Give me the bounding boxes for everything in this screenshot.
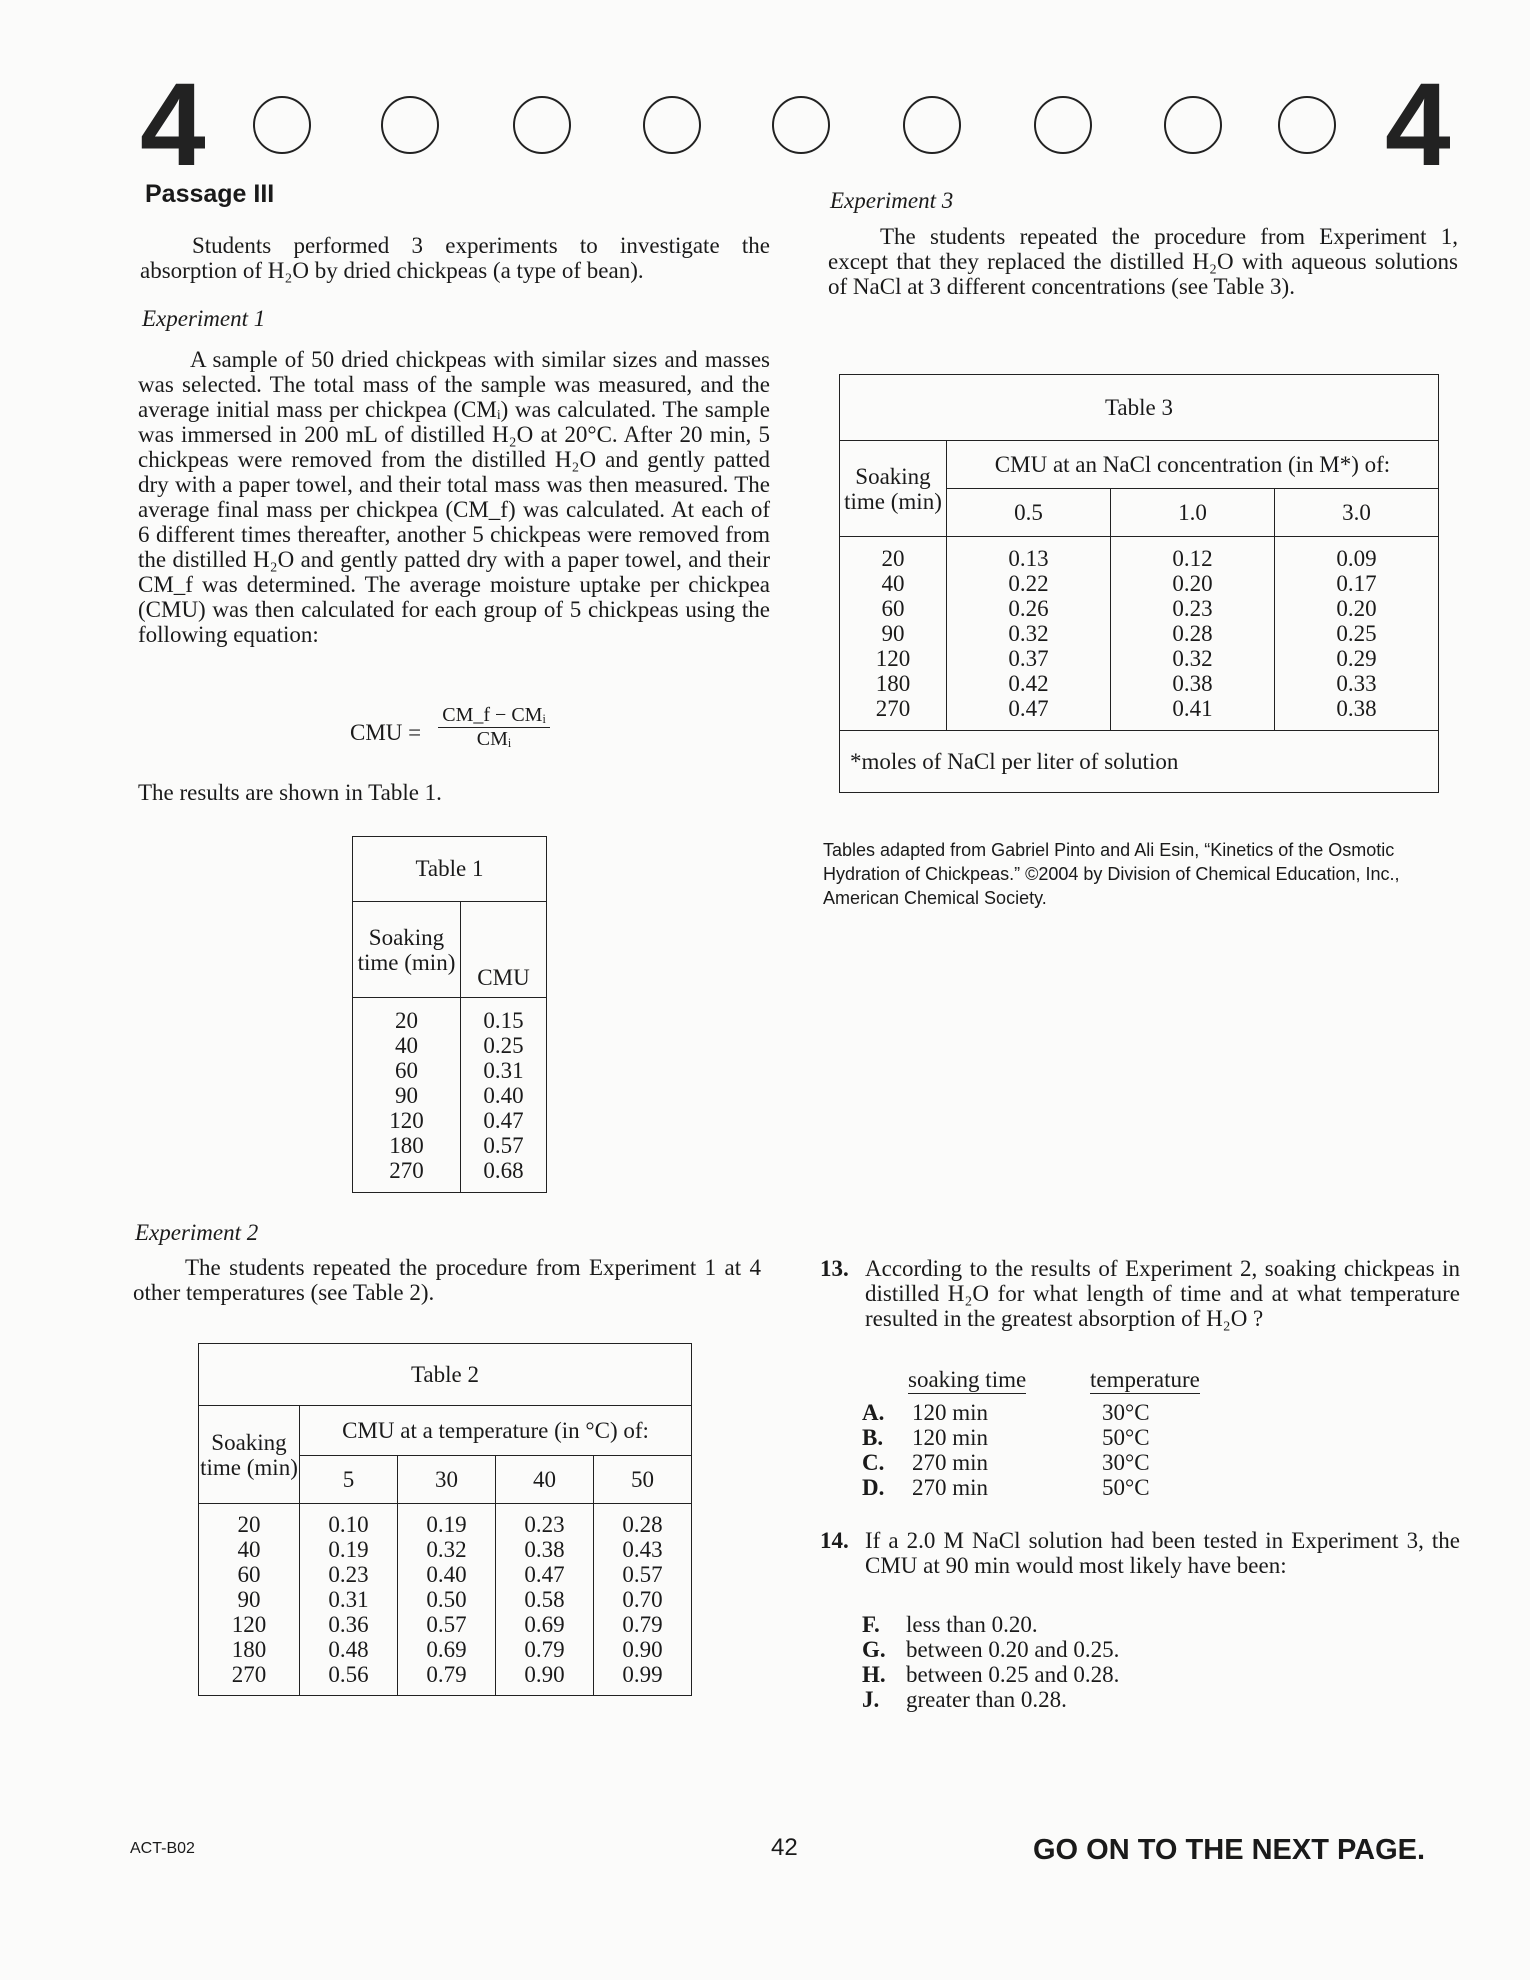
table-cell-value: 40	[881, 571, 905, 596]
table-cell-value: 0.69	[524, 1612, 565, 1637]
circle-icon	[253, 96, 311, 154]
table-3	[839, 374, 1439, 793]
table-cell-value: 270	[389, 1157, 424, 1183]
table-3-times	[840, 537, 947, 731]
table-cell-value: 0.25	[1336, 621, 1377, 646]
table-cell-value: 0.32	[1008, 621, 1049, 646]
circle-icon	[513, 96, 571, 154]
q13-option-c[interactable]: C. 270 min 30°C	[862, 1450, 1150, 1475]
table-3-column	[947, 537, 1111, 731]
table-cell-value: 40	[237, 1537, 261, 1562]
experiment-3-paragraph	[828, 224, 1458, 299]
experiment-1-title: Experiment 1	[142, 306, 266, 331]
section-number-left: 4	[140, 59, 206, 191]
table-2	[198, 1343, 692, 1696]
table-cell-value: 20	[881, 546, 905, 571]
table-cell-value: 120	[875, 646, 911, 671]
table-cell-value: 60	[881, 596, 905, 621]
experiment-3-text: The students repeated the procedure from Experiment 1, except that they replaced the distilled H₂O with aqueous solutions of NaCl at 3 different concentrations (see Table 3).	[828, 224, 1458, 299]
q14-options	[862, 1612, 1119, 1712]
table-cell-value: 0.13	[1008, 546, 1049, 571]
table-3-conc-header: 1.0	[1110, 489, 1274, 537]
experiment-1-text: A sample of 50 dried chickpeas with similar sizes and masses was selected. The total mass of the sample was measured, and the average initial mass per chickpea (CMᵢ) was calculated. The sample was immersed in 200 mL of distilled H₂O at 20°C. After 20 min, 5 chickpeas were removed from the distilled H₂O and gently patted dry with a paper towel, and their total mass was then measured. The average final mass per chickpea (CM_f) was calculated. At each of 6 different times thereafter, another 5 chickpeas were removed from the distilled H₂O and gently patted dry with a paper towel, and their CM_f was determined. The average moisture uptake per chickpea (CMU) was then calculated for each group of 5 chickpeas using the following equation:	[138, 347, 770, 647]
circle-icon	[381, 96, 439, 154]
q13-options	[862, 1400, 1150, 1500]
results-line: The results are shown in Table 1.	[138, 780, 442, 805]
table-cell-value: 0.23	[1172, 596, 1213, 621]
intro-text: Students performed 3 experiments to investigate the absorption of H₂O by dried chickpeas (a type of bean).	[140, 233, 770, 283]
table-cell-value: 0.56	[328, 1662, 369, 1687]
table-2-column	[397, 1504, 495, 1696]
table-cell-value: 0.58	[524, 1587, 565, 1612]
table-cell-value: 180	[389, 1132, 424, 1158]
circle-icon	[772, 96, 830, 154]
table-cell-value: 20	[395, 1007, 418, 1033]
q13-number: 13.	[820, 1256, 849, 1281]
table-cell-value: 0.57	[622, 1562, 663, 1587]
table-cell-value: 0.32	[426, 1537, 467, 1562]
table-cell-value: 0.40	[483, 1082, 524, 1108]
table-2-temp-header: 50	[593, 1456, 691, 1504]
equation-lhs: CMU =	[350, 720, 422, 745]
table-cell-value: 0.90	[524, 1662, 565, 1687]
q14-text: If a 2.0 M NaCl solution had been tested in Experiment 3, the CMU at 90 min would most likely have been:	[865, 1528, 1460, 1578]
table-cell-value: 40	[395, 1032, 418, 1058]
table-cell-value: 0.19	[328, 1537, 369, 1562]
q13-option-a[interactable]: A. 120 min 30°C	[862, 1400, 1150, 1425]
table-cell-value: 0.23	[524, 1512, 565, 1537]
passage-title: Passage III	[145, 180, 275, 208]
table-cell-value: 0.28	[622, 1512, 663, 1537]
q14-option-f[interactable]: F. less than 0.20.	[862, 1612, 1038, 1637]
table-cell-value: 0.42	[1008, 671, 1049, 696]
table-cell-value: 0.22	[1008, 571, 1049, 596]
table-cell-value: 180	[875, 671, 911, 696]
table-2-temp-header: 40	[495, 1456, 593, 1504]
table-1-cmu-header: CMU	[461, 902, 547, 998]
table-cell-value: 0.70	[622, 1587, 663, 1612]
table-cell-value: 0.23	[328, 1562, 369, 1587]
q13-option-b[interactable]: B. 120 min 50°C	[862, 1425, 1150, 1450]
table-cell-value: 0.19	[426, 1512, 467, 1537]
experiment-2-title: Experiment 2	[135, 1220, 259, 1245]
q13-text: According to the results of Experiment 2, soaking chickpeas in distilled H₂O for what length of time and at what temperature resulted in the greatest absorption of H₂O ?	[865, 1256, 1460, 1331]
table-cell-value: 270	[875, 696, 911, 721]
table-3-time-header: Soaking time (min)	[840, 441, 947, 537]
table-1-cmu-values	[461, 998, 547, 1193]
table-cell-value: 0.47	[524, 1562, 565, 1587]
table-cell-value: 0.31	[483, 1057, 524, 1083]
table-cell-value: 0.43	[622, 1537, 663, 1562]
table-cell-value: 0.25	[483, 1032, 524, 1058]
table-2-title: Table 2	[199, 1344, 692, 1406]
table-cell-value: 0.26	[1008, 596, 1049, 621]
table-cell-value: 0.38	[1172, 671, 1213, 696]
table-cell-value: 0.79	[426, 1662, 467, 1687]
table-cell-value: 0.29	[1336, 646, 1377, 671]
table-2-time-header: Soaking time (min)	[199, 1406, 300, 1504]
table-cell-value: 0.28	[1172, 621, 1213, 646]
intro-paragraph	[140, 233, 770, 283]
q14-number: 14.	[820, 1528, 849, 1553]
table-cell-value: 0.20	[1172, 571, 1213, 596]
table-1-title: Table 1	[353, 837, 547, 902]
circle-icon	[1034, 96, 1092, 154]
circle-icon	[643, 96, 701, 154]
table-3-footnote: *moles of NaCl per liter of solution	[840, 731, 1439, 793]
table-1	[352, 836, 547, 1193]
table-3-conc-header: 0.5	[947, 489, 1111, 537]
table-cell-value: 0.38	[524, 1537, 565, 1562]
table-cell-value: 180	[231, 1637, 267, 1662]
table-cell-value: 60	[395, 1057, 418, 1083]
q13-option-d[interactable]: D. 270 min 50°C	[862, 1475, 1150, 1500]
table-cell-value: 0.48	[328, 1637, 369, 1662]
table-2-column	[495, 1504, 593, 1696]
table-cell-value: 0.79	[524, 1637, 565, 1662]
circle-icon	[903, 96, 961, 154]
question-14	[820, 1528, 1460, 1578]
table-cell-value: 0.69	[426, 1637, 467, 1662]
source-note: Tables adapted from Gabriel Pinto and Ali Esin, “Kinetics of the Osmotic Hydration of Chickpeas.” ©2004 by Division of Chemical Education, Inc., American Chemical Society.	[823, 840, 1400, 908]
q14-option-h[interactable]: H. between 0.25 and 0.28.	[862, 1662, 1120, 1687]
table-cell-value: 120	[231, 1612, 267, 1637]
experiment-2-text: The students repeated the procedure from Experiment 1 at 4 other temperatures (see Table 2).	[133, 1255, 761, 1305]
page-number: 42	[771, 1834, 798, 1861]
table-cell-value: 0.41	[1172, 696, 1213, 721]
table-cell-value: 0.20	[1336, 596, 1377, 621]
table-cell-value: 0.47	[1008, 696, 1049, 721]
experiment-2-paragraph	[133, 1255, 761, 1305]
table-cell-value: 0.31	[328, 1587, 369, 1612]
table-2-times	[199, 1504, 300, 1696]
q13-col-soaking-time: soaking time	[908, 1367, 1027, 1392]
experiment-3-title: Experiment 3	[830, 188, 954, 213]
circle-icon	[1278, 96, 1336, 154]
table-cell-value: 20	[237, 1512, 261, 1537]
section-number-right: 4	[1385, 59, 1451, 191]
experiment-1-paragraph	[138, 347, 770, 647]
table-cell-value: 0.17	[1336, 571, 1377, 596]
equation-denominator: CMᵢ	[476, 728, 512, 750]
table-cell-value: 0.12	[1172, 546, 1213, 571]
table-3-column	[1274, 537, 1438, 731]
table-cell-value: 0.10	[328, 1512, 369, 1537]
table-2-column	[300, 1504, 398, 1696]
table-cell-value: 0.40	[426, 1562, 467, 1587]
table-cell-value: 0.37	[1008, 646, 1049, 671]
equation-numerator: CM_f − CMᵢ	[438, 704, 550, 728]
table-cell-value: 0.33	[1336, 671, 1377, 696]
table-cell-value: 60	[237, 1562, 261, 1587]
table-cell-value: 0.99	[622, 1662, 663, 1687]
table-cell-value: 270	[231, 1662, 267, 1687]
table-cell-value: 0.79	[622, 1612, 663, 1637]
table-2-group-header: CMU at a temperature (in °C) of:	[300, 1406, 692, 1456]
go-on-next-page: GO ON TO THE NEXT PAGE.	[1033, 1834, 1426, 1866]
table-cell-value: 120	[389, 1107, 424, 1133]
table-cell-value: 0.47	[483, 1107, 524, 1133]
table-1-time-header: Soaking time (min)	[353, 902, 461, 998]
footer-code: ACT-B02	[130, 1840, 195, 1857]
table-cell-value: 0.57	[483, 1132, 524, 1158]
table-cell-value: 90	[395, 1082, 418, 1108]
table-cell-value: 0.57	[426, 1612, 467, 1637]
table-3-conc-header: 3.0	[1274, 489, 1438, 537]
table-cell-value: 0.68	[483, 1157, 524, 1183]
q14-option-j[interactable]: J. greater than 0.28.	[862, 1687, 1067, 1712]
table-2-column	[593, 1504, 691, 1696]
table-2-temp-header: 5	[300, 1456, 398, 1504]
table-3-column	[1110, 537, 1274, 731]
table-cell-value: 0.38	[1336, 696, 1377, 721]
q13-col-temperature: temperature	[1090, 1367, 1200, 1392]
table-cell-value: 0.50	[426, 1587, 467, 1612]
table-1-times	[353, 998, 461, 1193]
question-13	[820, 1256, 1460, 1331]
table-cell-value: 0.36	[328, 1612, 369, 1637]
circle-icon	[1164, 96, 1222, 154]
table-cell-value: 90	[881, 621, 905, 646]
table-2-temp-header: 30	[397, 1456, 495, 1504]
table-3-title: Table 3	[840, 375, 1439, 441]
table-cell-value: 0.90	[622, 1637, 663, 1662]
table-cell-value: 90	[237, 1587, 261, 1612]
table-3-group-header: CMU at an NaCl concentration (in M*) of:	[947, 441, 1439, 489]
q14-option-g[interactable]: G. between 0.20 and 0.25.	[862, 1637, 1120, 1662]
table-cell-value: 0.15	[483, 1007, 524, 1033]
table-cell-value: 0.32	[1172, 646, 1213, 671]
table-cell-value: 0.09	[1336, 546, 1377, 571]
